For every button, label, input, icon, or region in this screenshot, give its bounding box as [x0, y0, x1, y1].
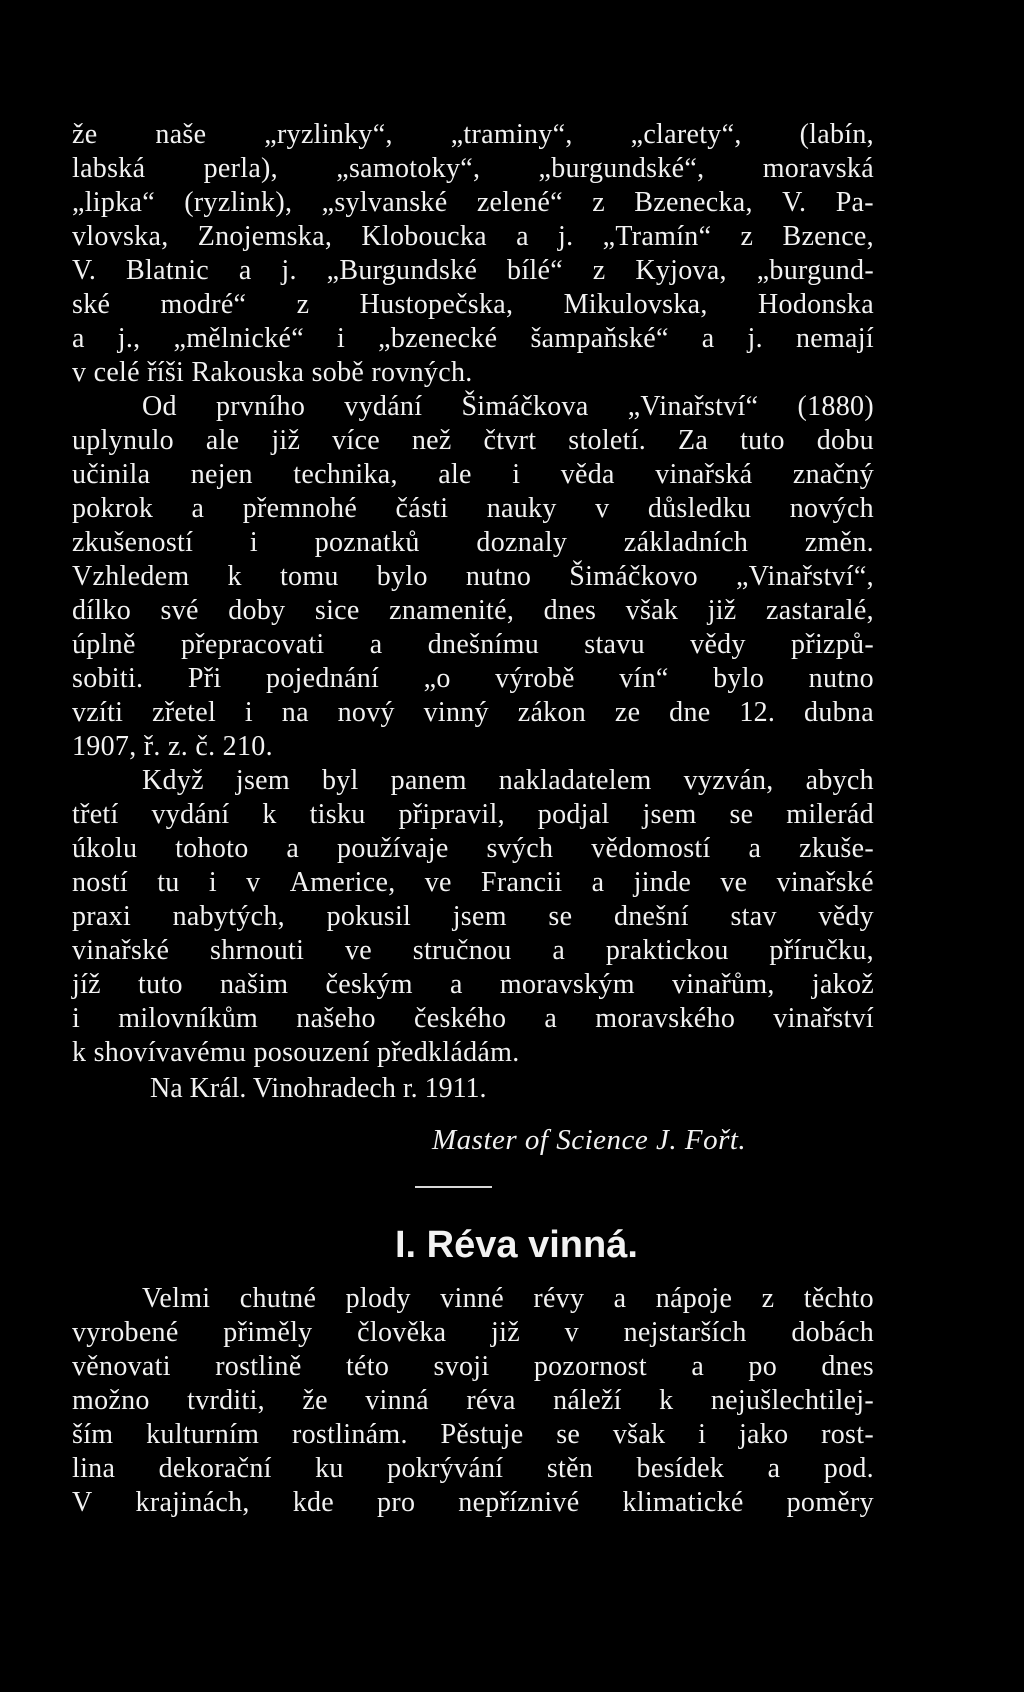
chapter-text: [72, 1282, 874, 1520]
text-line: vzíti zřetel i na nový vinný zákon ze dne 12. dubna: [72, 697, 874, 728]
text-line: možno tvrditi, že vinná réva náleží k nejušlechtilej-: [72, 1385, 874, 1416]
text-line: k shovívavému posouzení předkládám.: [72, 1037, 520, 1068]
text-line: úkolu tohoto a používaje svých vědomostí a zkuše-: [72, 833, 874, 864]
preface-text: [72, 118, 874, 1070]
text-line: vinařské shrnouti ve stručnou a praktickou příručku,: [72, 935, 874, 966]
text-line: třetí vydání k tisku připravil, podjal jsem se milerád: [72, 799, 874, 830]
text-line: dílko své doby sice znamenité, dnes však již zastaralé,: [72, 595, 874, 626]
text-line: že naše „ryzlinky“, „traminy“, „clarety“, (labín,: [72, 119, 874, 150]
text-line: Když jsem byl panem nakladatelem vyzván, abych: [142, 765, 874, 796]
text-line: učinila nejen technika, ale i věda vinařská značný: [72, 459, 874, 490]
text-line: 1907, ř. z. č. 210.: [72, 731, 273, 762]
text-line: labská perla), „samotoky“, „burgundské“, moravská: [72, 153, 874, 184]
text-line: ností tu i v Americe, ve Francii a jinde ve vinařské: [72, 867, 874, 898]
text-line: i milovníkům našeho českého a moravského vinařství: [72, 1003, 874, 1034]
text-line: zkušeností i poznatků doznaly základních změn.: [72, 527, 874, 558]
text-line: Od prvního vydání Šimáčkova „Vinařství“ (1880): [142, 391, 874, 422]
text-line: V krajinách, kde pro nepříznivé klimatické poměry: [72, 1487, 874, 1518]
text-line: vlovska, Znojemska, Kloboucka a j. „Tramín“ z Bzence,: [72, 221, 874, 252]
text-line: sobiti. Při pojednání „o výrobě vín“ bylo nutno: [72, 663, 874, 694]
text-line: pokrok a přemnohé části nauky v důsledku nových: [72, 493, 874, 524]
text-line: jíž tuto našim českým a moravským vinařům, jakož: [72, 969, 874, 1000]
text-line: v celé říši Rakouska sobě rovných.: [72, 357, 473, 388]
chapter-heading: I. Réva vinná.: [395, 1224, 638, 1266]
section-divider: [415, 1186, 492, 1188]
place-date: Na Král. Vinohradech r. 1911.: [150, 1073, 487, 1104]
text-line: Velmi chutné plody vinné révy a nápoje z těchto: [142, 1283, 874, 1314]
text-line: praxi nabytých, pokusil jsem se dnešní stav vědy: [72, 901, 874, 932]
text-line: uplynulo ale již více než čtvrt století. Za tuto dobu: [72, 425, 874, 456]
text-line: lina dekorační ku pokrývání stěn besídek a pod.: [72, 1453, 874, 1484]
text-line: Vzhledem k tomu bylo nutno Šimáčkovo „Vinařství“,: [72, 561, 874, 592]
text-line: a j., „mělnické“ i „bzenecké šampaňské“ a j. nemají: [72, 323, 874, 354]
text-line: věnovati rostlině této svoji pozornost a po dnes: [72, 1351, 874, 1382]
text-line: vyrobené přiměly člověka již v nejstarších dobách: [72, 1317, 874, 1348]
text-line: „lipka“ (ryzlink), „sylvanské zelené“ z Bzenecka, V. Pa-: [72, 187, 874, 218]
text-line: ším kulturním rostlinám. Pěstuje se však i jako rost-: [72, 1419, 874, 1450]
text-line: úplně přepracovati a dnešnímu stavu vědy přizpů-: [72, 629, 874, 660]
author-signature: Master of Science J. Fořt.: [432, 1124, 747, 1156]
text-line: V. Blatnic a j. „Burgundské bílé“ z Kyjova, „burgund-: [72, 255, 874, 286]
text-line: ské modré“ z Hustopečska, Mikulovska, Hodonska: [72, 289, 874, 320]
